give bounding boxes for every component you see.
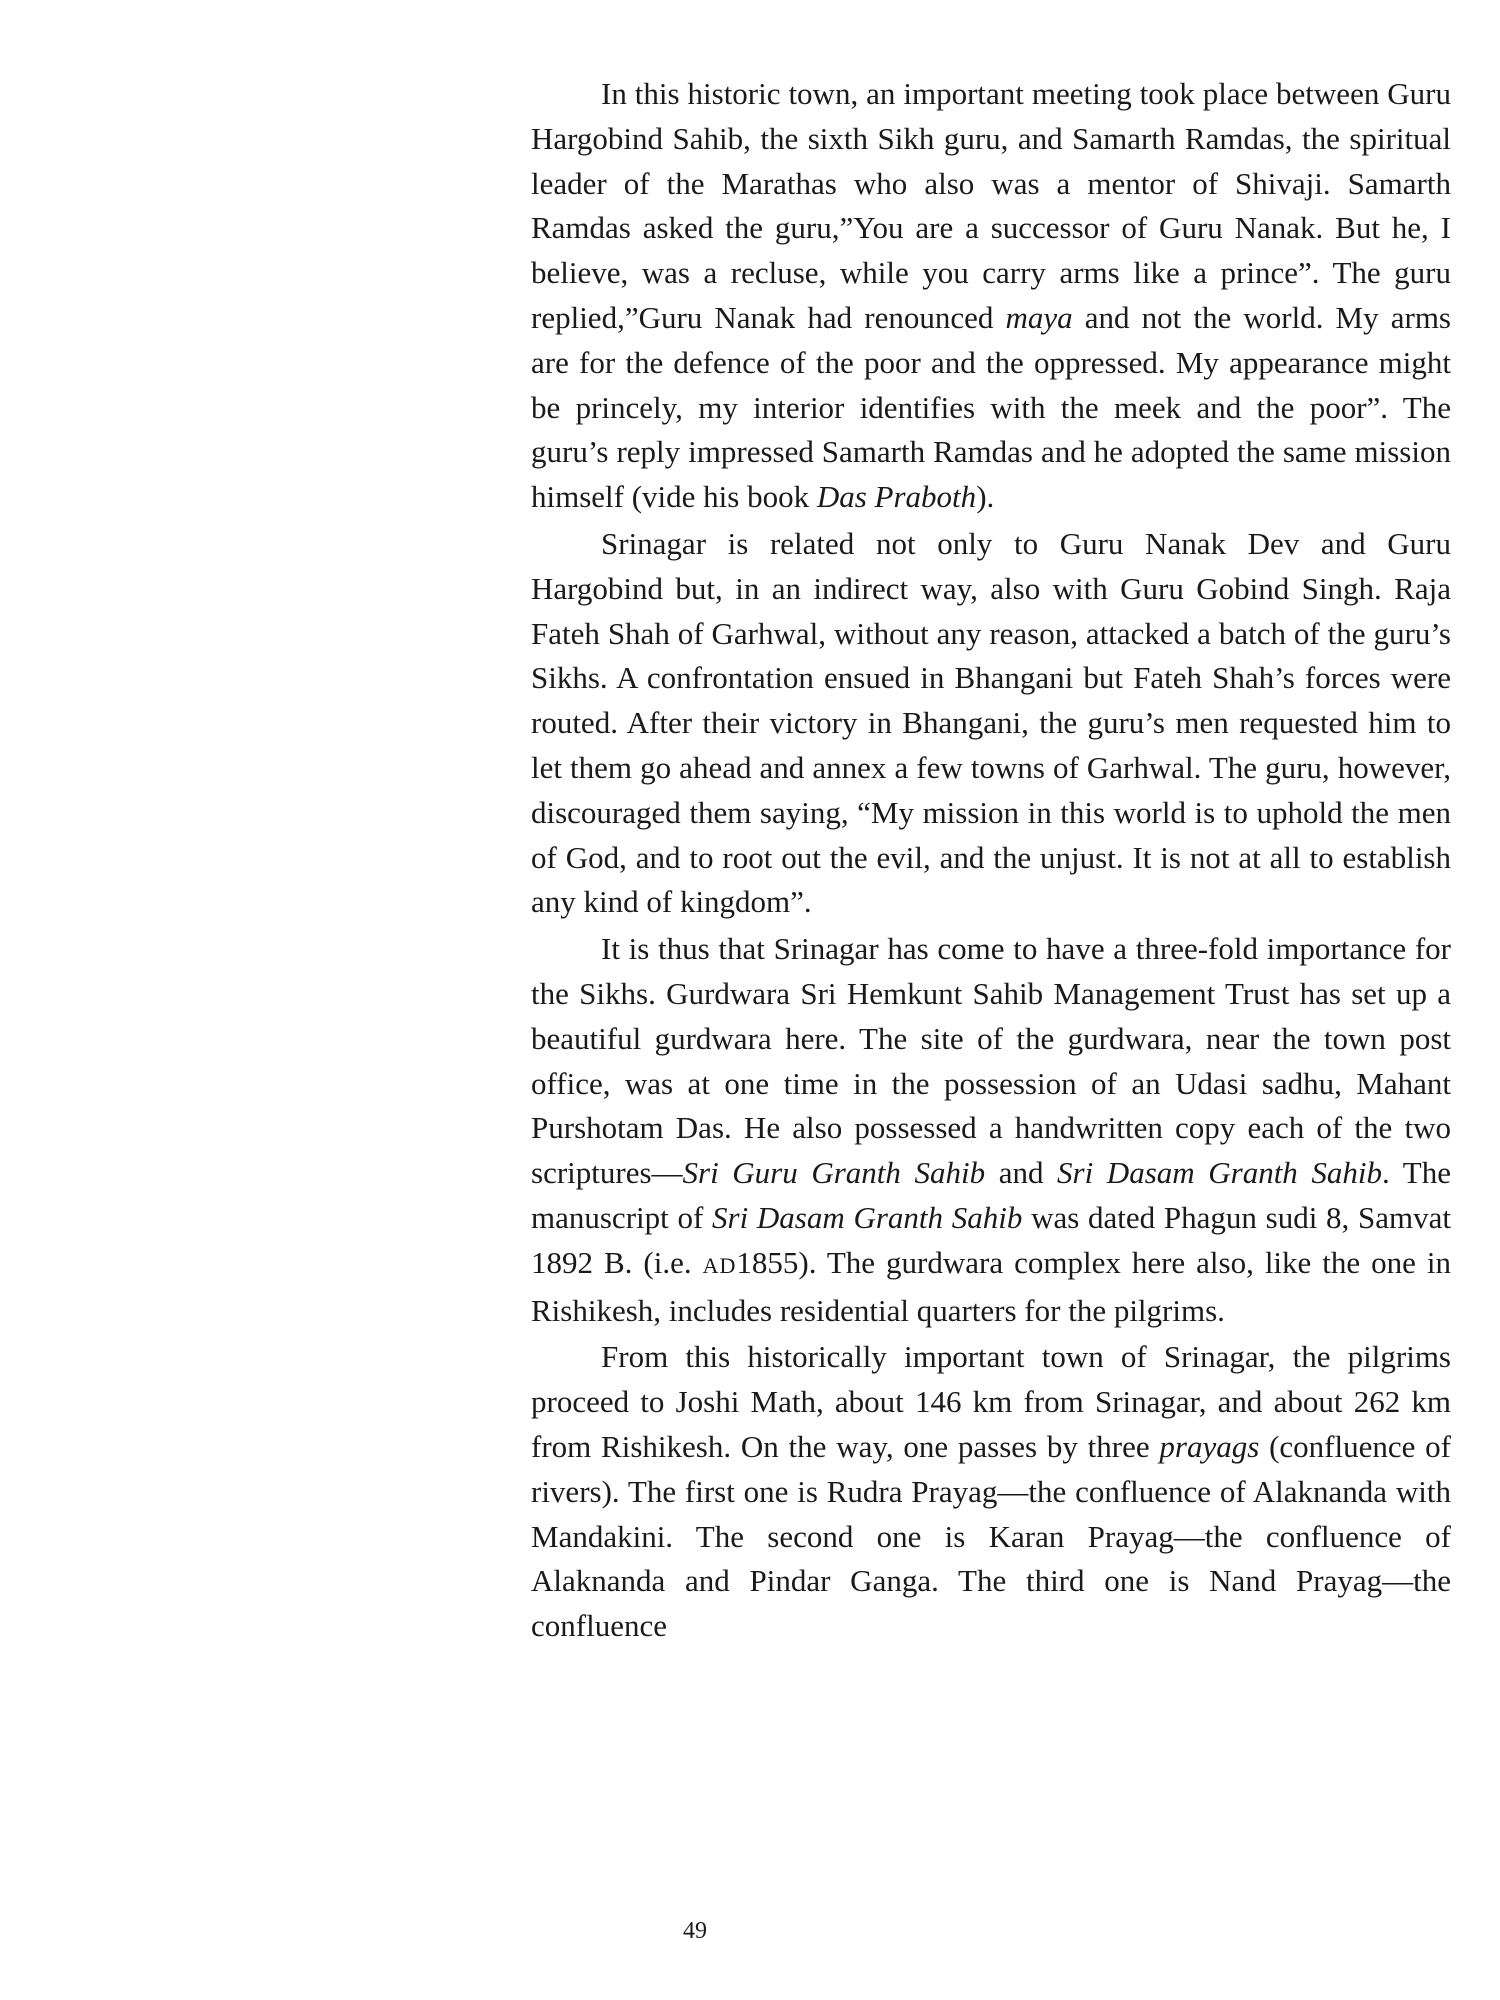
paragraph-meeting <box>531 72 1451 520</box>
body-text <box>531 72 1451 1649</box>
italic-scripture-title: Sri Dasam Granth Sahib <box>1057 1155 1383 1191</box>
text-segment: ). <box>976 479 995 515</box>
text-segment: and not the world. My arms are for the defence of the poor and the oppressed. My appearance might be princely, my interior identifies with the meek and the poor”. The guru’s reply impressed Samarth Ramdas and he adopted the same mission himself (vide his book <box>531 299 1451 515</box>
italic-scripture-title: Sri Guru Granth Sahib <box>682 1155 986 1191</box>
paragraph-srinagar-gobind-singh <box>531 522 1451 925</box>
text-segment: It is thus that Srinagar has come to have a three-fold importance for the Sikhs. Gurdwara Sri Hemkunt Sahib Management Trust has set up a beautiful gurdwara here. The site of the gurdwara, near the town post office, was at one time in the possession of an Udasi sadhu, Mahant Purshotam Das. He also possessed a handwritten copy each of the two scriptures— <box>531 931 1451 1191</box>
text-segment: was dated Phagun sudi 8, Samvat 1892 B. (i.e. <box>531 1199 1451 1280</box>
text-segment: Srinagar is related not only to Guru Nanak Dev and Guru Hargobind but, in an indirect way, also with Guru Gobind Singh. Raja Fateh Shah of Garhwal, without any reason, attacked a batch of the guru’s Sikhs. A confrontation ensued in Bhangani but Fateh Shah’s forces were routed. After their victory in Bhangani, the guru’s men requested him to let them go ahead and annex a few towns of Garhwal. The guru, however, discouraged them saying, “My mission in this world is to uphold the men of God, and to root out the evil, and the unjust. It is not at all to establish any kind of kingdom”. <box>531 525 1451 920</box>
italic-term-maya: maya <box>1005 299 1073 335</box>
italic-term-prayags: prayags <box>1159 1428 1260 1464</box>
text-segment: In this historic town, an important meeting took place between Guru Hargobind Sahib, the sixth Sikh guru, and Samarth Ramdas, the spiritual leader of the Marathas who also was a mentor of Shivaji. Samarth Ramdas asked the guru,”You are a successor of Guru Nanak. But he, I believe, was a recluse, while you carry arms like a prince”. The guru replied,”Guru Nanak had renounced <box>531 76 1451 335</box>
text-segment: From this historically important town of Srinagar, the pilgrims proceed to Joshi Math, about 146 km from Srinagar, and about 262 km from Rishikesh. On the way, one passes by three <box>531 1339 1451 1464</box>
italic-scripture-title: Sri Dasam Granth Sahib <box>712 1199 1023 1235</box>
text-segment: 1855). The gurdwara complex here also, like the one in Rishikesh, includes residential quarters for the pilgrims. <box>531 1244 1452 1328</box>
text-segment: . The manuscript of <box>531 1155 1451 1235</box>
text-segment: (confluence of rivers). The first one is Rudra Prayag—the confluence of Alaknanda with Mandakini. The second one is Karan Prayag—the confluence of Alaknanda and Pindar Ganga. The third one is Nand Prayag—the confluence <box>531 1428 1451 1644</box>
smallcaps-era-marker: AD <box>702 1252 737 1278</box>
text-segment: and <box>985 1155 1058 1191</box>
italic-book-title: Das Praboth <box>816 479 977 515</box>
paragraph-joshi-math <box>531 1335 1451 1649</box>
paragraph-three-fold-importance <box>531 927 1451 1333</box>
page-number: 49 <box>683 1918 707 1944</box>
